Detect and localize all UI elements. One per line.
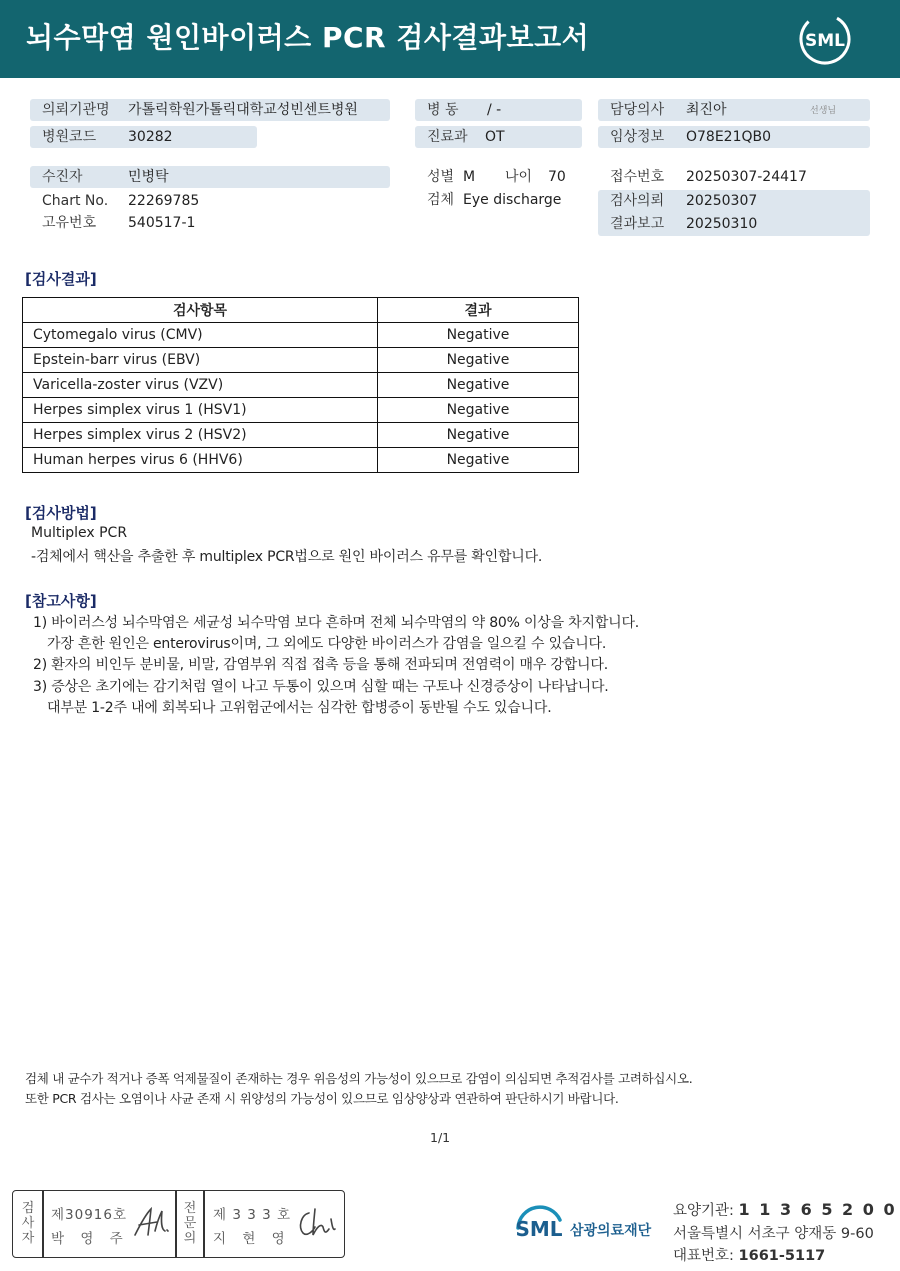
department-value: OT [485, 129, 505, 145]
test-name: Herpes simplex virus 2 (HSV2) [23, 423, 378, 448]
id-label: 고유번호 [42, 215, 97, 231]
specialist-label [177, 1201, 203, 1246]
sex-value: M [463, 169, 476, 185]
examiner-label-char: 검 [21, 1201, 35, 1216]
department-label: 진료과 [427, 129, 468, 145]
note-line-2: 가장 흔한 원인은 enterovirus이며, 그 외에도 다양한 바이러스가 감염을 일으킬 수 있습니다. [47, 636, 607, 652]
org-code-line [673, 1199, 897, 1220]
specialist-name: 지 현 영 [213, 1231, 291, 1247]
hospital-code-value: 30282 [128, 129, 173, 145]
org-address: 서울특별시 서초구 양재동 9-60 [673, 1226, 874, 1242]
table-row [23, 323, 579, 348]
specimen-value: Eye discharge [463, 192, 562, 208]
hospital-code-label: 병원코드 [42, 129, 97, 145]
receipt-value: 20250307-24417 [686, 169, 807, 185]
specimen-label: 검체 [427, 192, 455, 208]
specimen-row [415, 189, 582, 211]
specialist-label-char: 문 [183, 1216, 197, 1231]
org-code-label: 요양기관: [673, 1203, 739, 1219]
method-line-2: -검체에서 핵산을 추출한 후 multiplex PCR법으로 원인 바이러스 유무를 확인합니다. [31, 549, 543, 565]
test-result: Negative [378, 423, 579, 448]
examiner-label [15, 1201, 41, 1246]
patient-row [30, 166, 390, 188]
table-row [23, 423, 579, 448]
test-name: Varicella-zoster virus (VZV) [23, 373, 378, 398]
results-header-row [23, 298, 579, 323]
doctor-row [598, 99, 870, 121]
test-result: Negative [378, 398, 579, 423]
org-logo-text: SML [515, 1217, 563, 1241]
test-result: Negative [378, 323, 579, 348]
org-name: 삼광의료재단 [570, 1223, 652, 1239]
note-line-1: 1) 바이러스성 뇌수막염은 세균성 뇌수막염 보다 흔하며 전체 뇌수막염의 약 80% 이상을 차지합니다. [33, 615, 640, 631]
page-number: 1/1 [430, 1130, 451, 1145]
org-phone-label: 대표번호: [673, 1248, 739, 1264]
sex-label: 성별 [427, 169, 455, 185]
examiner-label-char: 사 [21, 1216, 35, 1231]
doctor-label: 담당의사 [610, 102, 665, 118]
signature-box [12, 1190, 345, 1258]
footer-note-1: 검체 내 균수가 적거나 증폭 억제물질이 존재하는 경우 위음성의 가능성이 있으므로 감염이 의심되면 추적검사를 고려하십시오. [25, 1071, 693, 1086]
examiner-license: 제30916호 [51, 1207, 128, 1223]
specialist-label-char: 전 [183, 1201, 197, 1216]
request-value: 20250307 [686, 193, 758, 209]
method-line-1: Multiplex PCR [31, 525, 128, 541]
test-name: Herpes simplex virus 1 (HSV1) [23, 398, 378, 423]
note-line-3: 2) 환자의 비인두 분비물, 비말, 감염부위 직접 접촉 등을 통해 전파되며 전염력이 매우 강합니다. [33, 657, 608, 673]
receipt-row [598, 166, 870, 188]
department-row [415, 126, 582, 148]
notes-section-title: [참고사항] [25, 592, 97, 610]
test-name: Cytomegalo virus (CMV) [23, 323, 378, 348]
org-code-value: 1 1 3 6 5 2 0 0 [738, 1200, 897, 1219]
table-row [23, 398, 579, 423]
institution-label: 의뢰기관명 [42, 102, 110, 118]
note-line-5: 대부분 1-2주 내에 회복되나 고위험군에서는 심각한 합병증이 동반될 수도 있습니다. [47, 700, 552, 716]
sml-org-logo-icon [510, 1198, 568, 1256]
institution-value: 가톨릭학원가톨릭대학교성빈센트병원 [128, 102, 358, 118]
note-line-4: 3) 증상은 초기에는 감기처럼 열이 나고 두통이 있으며 심할 때는 구토나 신경증상이 나타납니다. [33, 679, 609, 695]
results-table [22, 297, 579, 473]
examiner-signature-icon [131, 1205, 173, 1241]
report-header [0, 0, 900, 78]
test-name: Human herpes virus 6 (HHV6) [23, 448, 378, 473]
sig-divider [42, 1191, 44, 1257]
institution-row [30, 99, 390, 121]
method-section-title: [검사방법] [25, 504, 97, 522]
sml-logo-text: SML [805, 31, 845, 51]
test-result: Negative [378, 448, 579, 473]
specialist-label-char: 의 [183, 1231, 197, 1246]
request-label: 검사의뢰 [610, 193, 665, 209]
id-row [30, 212, 390, 234]
age-value: 70 [548, 169, 566, 185]
test-result: Negative [378, 373, 579, 398]
test-result: Negative [378, 348, 579, 373]
sml-logo-icon [798, 12, 852, 66]
col-item-header: 검사항목 [23, 298, 378, 323]
org-phone-value: 1661-5117 [738, 1248, 826, 1264]
receipt-label: 접수번호 [610, 169, 665, 185]
id-value: 540517-1 [128, 215, 196, 231]
footer-note-2: 또한 PCR 검사는 오염이나 사균 존재 시 위양성의 가능성이 있으므로 임상양상과 연관하여 판단하시기 바랍니다. [25, 1091, 619, 1106]
specialist-license: 제 3 3 3 호 [213, 1207, 292, 1223]
report-title: 뇌수막염 원인바이러스 PCR 검사결과보고서 [26, 21, 590, 54]
patient-value: 민병탁 [128, 169, 169, 185]
table-row [23, 348, 579, 373]
ward-row [415, 99, 582, 121]
col-result-header: 결과 [378, 298, 579, 323]
org-phone-line [673, 1244, 825, 1265]
table-row [23, 373, 579, 398]
examiner-label-char: 자 [21, 1231, 35, 1246]
specialist-signature-icon [295, 1205, 339, 1241]
age-label: 나이 [505, 169, 533, 185]
doctor-suffix: 선생님 [810, 106, 837, 116]
dates-block [598, 190, 870, 236]
doctor-value: 최진아 [686, 102, 727, 118]
ward-value: / - [487, 102, 502, 118]
hospital-code-row [30, 126, 257, 148]
clinical-row [598, 126, 870, 148]
ward-label: 병 동 [427, 102, 459, 118]
patient-label: 수진자 [42, 169, 83, 185]
chart-value: 22269785 [128, 193, 200, 209]
clinical-label: 임상정보 [610, 129, 665, 145]
report-date-value: 20250310 [686, 216, 758, 232]
chart-label: Chart No. [42, 193, 109, 209]
clinical-value: O78E21QB0 [686, 129, 772, 145]
test-name: Epstein-barr virus (EBV) [23, 348, 378, 373]
sex-age-row [415, 166, 582, 188]
results-section-title: [검사결과] [25, 270, 97, 288]
report-date-label: 결과보고 [610, 216, 665, 232]
examiner-name: 박 영 주 [51, 1231, 129, 1247]
chart-row [30, 190, 390, 212]
table-row [23, 448, 579, 473]
sig-divider [203, 1191, 205, 1257]
